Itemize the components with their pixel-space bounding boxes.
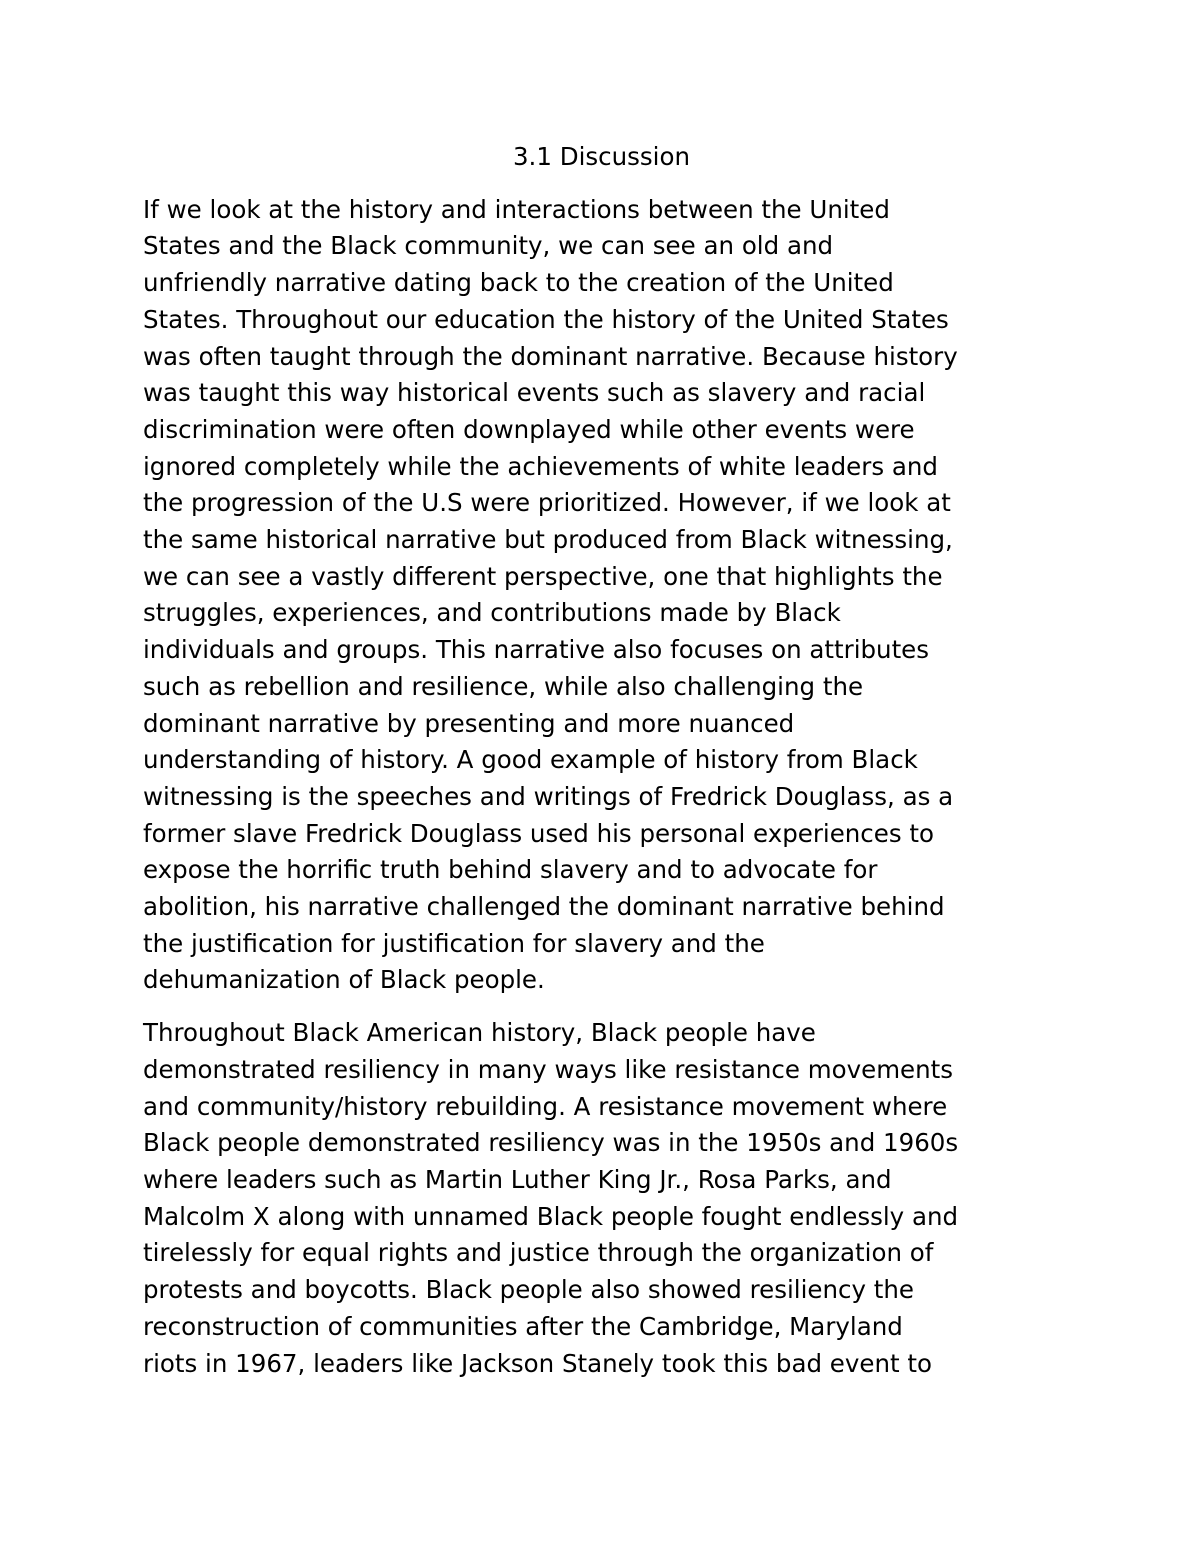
text-line: individuals and groups. This narrative also focuses on attributes <box>143 635 930 665</box>
text-line: reconstruction of communities after the Cambridge, Maryland <box>143 1311 903 1341</box>
text-line: the justification for justification for slavery and the <box>143 928 765 958</box>
text-line: we can see a vastly different perspective, one that highlights the <box>143 561 943 591</box>
text-line: Throughout Black American history, Black people have <box>143 1018 816 1048</box>
text-line: Black people demonstrated resiliency was in the 1950s and 1960s <box>143 1128 959 1158</box>
text-line: witnessing is the speeches and writings of Fredrick Douglass, as a <box>143 781 954 811</box>
text-line: discrimination were often downplayed while other events were <box>143 414 915 444</box>
document-body <box>143 139 1063 1382</box>
text-line: the progression of the U.S were prioritized. However, if we look at <box>143 488 951 518</box>
text-line: and community/history rebuilding. A resistance movement where <box>143 1091 948 1121</box>
text-line: former slave Fredrick Douglass used his personal experiences to <box>143 818 934 848</box>
text-line: struggles, experiences, and contributions made by Black <box>143 598 841 628</box>
text-line: States. Throughout our education the history of the United States <box>143 304 949 334</box>
paragraphs-container <box>143 192 1063 1383</box>
section-heading: 3.1 Discussion <box>512 142 691 171</box>
text-line: the same historical narrative but produced from Black witnessing, <box>143 525 953 555</box>
text-line: protests and boycotts. Black people also showed resiliency the <box>143 1275 914 1305</box>
text-line: understanding of history. A good example of history from Black <box>143 745 918 775</box>
text-line: unfriendly narrative dating back to the creation of the United <box>143 268 894 298</box>
text-line: If we look at the history and interactions between the United <box>143 194 890 224</box>
text-line: Malcolm X along with unnamed Black people fought endlessly and <box>143 1201 959 1231</box>
text-line: dehumanization of Black people. <box>143 965 545 995</box>
body-paragraph-2 <box>143 1015 1063 1382</box>
text-line: such as rebellion and resilience, while also challenging the <box>143 671 864 701</box>
text-line: where leaders such as Martin Luther King Jr., Rosa Parks, and <box>143 1164 892 1194</box>
text-line: demonstrated resiliency in many ways like resistance movements <box>143 1054 954 1084</box>
text-line: States and the Black community, we can see an old and <box>143 231 834 261</box>
text-line: expose the horrific truth behind slavery and to advocate for <box>143 855 878 885</box>
text-line: was often taught through the dominant narrative. Because history <box>143 341 958 371</box>
text-line: ignored completely while the achievements of white leaders and <box>143 451 938 481</box>
body-paragraph-1 <box>143 192 1063 999</box>
text-line: tirelessly for equal rights and justice through the organization of <box>143 1238 934 1268</box>
text-line: abolition, his narrative challenged the dominant narrative behind <box>143 892 945 922</box>
text-line: dominant narrative by presenting and more nuanced <box>143 708 795 738</box>
text-line: was taught this way historical events such as slavery and racial <box>143 378 926 408</box>
text-line: riots in 1967, leaders like Jackson Stanely took this bad event to <box>143 1348 932 1378</box>
